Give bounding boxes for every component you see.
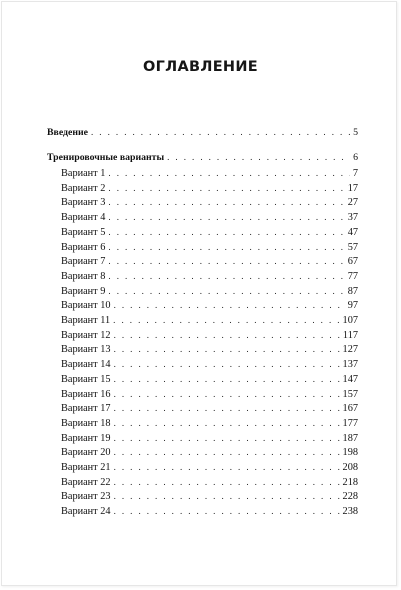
toc-entry-label: Вариант 22 [61, 476, 111, 488]
toc-entry-label: Введение [47, 127, 88, 138]
toc-entry-page: 77 [347, 270, 358, 282]
toc-entry-variant[interactable] [61, 195, 358, 209]
toc-entry-variant[interactable] [61, 269, 358, 283]
toc-entry-label: Вариант 8 [61, 270, 106, 282]
dot-leader [108, 181, 344, 195]
toc-entry-label: Вариант 17 [61, 403, 111, 415]
toc-entry-page: 5 [353, 127, 358, 138]
toc-entry-variant[interactable] [61, 328, 358, 342]
dot-leader [108, 254, 344, 268]
toc-entry-page: 238 [342, 506, 358, 518]
toc-entry-label: Вариант 15 [61, 373, 111, 385]
dot-leader [114, 431, 340, 445]
dot-leader [108, 166, 349, 180]
dot-leader [113, 313, 339, 327]
toc-entry-label: Вариант 18 [61, 417, 111, 429]
dot-leader [114, 460, 340, 474]
dot-leader [114, 342, 340, 356]
dot-leader [114, 328, 340, 342]
toc-entry-variant[interactable] [61, 181, 358, 195]
toc-entry-page: 157 [342, 388, 358, 400]
dot-leader [108, 210, 344, 224]
toc-entry-label: Вариант 12 [61, 329, 111, 341]
toc-entry-page: 147 [342, 373, 358, 385]
toc-entry-variant[interactable] [61, 284, 358, 298]
toc-entry-page: 6 [353, 152, 358, 163]
toc-entry-label: Вариант 13 [61, 344, 111, 356]
toc-entry-variant[interactable] [61, 387, 358, 401]
toc-entry-page: 57 [347, 241, 358, 253]
toc-entry-page: 137 [342, 359, 358, 371]
dot-leader [108, 284, 344, 298]
toc-entry-variant[interactable] [61, 166, 358, 180]
toc-entry-label: Вариант 9 [61, 285, 106, 297]
toc-entry-page: 107 [342, 315, 358, 326]
toc-entry-label: Вариант 5 [61, 226, 106, 238]
toc-entry-label: Вариант 23 [61, 491, 111, 503]
toc-entry-page: 228 [342, 491, 358, 503]
toc-entry-variant[interactable] [61, 225, 358, 239]
toc-entry-label: Вариант 2 [61, 182, 106, 194]
toc-entry-variant[interactable] [61, 313, 358, 327]
toc-entry-page: 177 [342, 417, 358, 429]
toc-entry-page: 7 [352, 168, 358, 179]
dot-leader [114, 504, 340, 518]
toc-entry-label: Вариант 11 [61, 315, 111, 326]
toc-entry-variant[interactable] [61, 298, 358, 312]
dot-leader [114, 357, 340, 371]
toc-entry-label: Вариант 10 [61, 300, 111, 312]
dot-leader [114, 489, 340, 503]
toc-entry-variant[interactable] [61, 254, 358, 268]
dot-leader [114, 401, 340, 415]
toc-entry-label: Тренировочные варианты [47, 152, 165, 163]
toc-entry-label: Вариант 20 [61, 447, 111, 459]
toc-entry-variant[interactable] [61, 357, 358, 371]
dot-leader [114, 475, 340, 489]
toc-entry-variant[interactable] [61, 401, 358, 415]
toc-entry-variant[interactable] [61, 240, 358, 254]
toc-entry-variant[interactable] [61, 342, 358, 356]
toc-entry-introduction[interactable] [47, 125, 358, 139]
toc-entry-page: 208 [342, 462, 358, 473]
dot-leader [91, 125, 350, 139]
dot-leader [114, 445, 340, 459]
toc-entry-variant[interactable] [61, 489, 358, 503]
toc-entry-label: Вариант 16 [61, 388, 111, 400]
toc-entry-variant[interactable] [61, 210, 358, 224]
toc-entry-variant[interactable] [61, 475, 358, 489]
toc-entry-variant[interactable] [61, 445, 358, 459]
toc-entry-label: Вариант 21 [61, 462, 111, 473]
toc-entry-label: Вариант 7 [61, 256, 106, 268]
toc-entry-label: Вариант 19 [61, 432, 111, 444]
toc-entry-page: 37 [347, 212, 358, 224]
toc-entry-page: 47 [347, 226, 358, 238]
dot-leader [108, 225, 344, 239]
toc-entry-page: 117 [342, 329, 358, 341]
toc-entry-label: Вариант 4 [61, 212, 106, 224]
dot-leader [114, 298, 345, 312]
toc-entry-page: 27 [347, 197, 358, 209]
toc-entry-page: 218 [342, 476, 358, 488]
toc-entry-variant[interactable] [61, 416, 358, 430]
dot-leader [108, 195, 344, 209]
toc-entry-label: Вариант 6 [61, 241, 106, 253]
toc-entry-variant[interactable] [61, 431, 358, 445]
toc-entry-training-variants[interactable] [47, 150, 358, 164]
dot-leader [108, 240, 344, 254]
toc-entry-label: Вариант 24 [61, 506, 111, 518]
dot-leader [114, 416, 340, 430]
page-title: ОГЛАВЛЕНИЕ [142, 59, 258, 75]
dot-leader [167, 150, 350, 164]
dot-leader [114, 387, 340, 401]
toc-entry-label: Вариант 14 [61, 359, 111, 371]
toc-entry-page: 187 [342, 432, 358, 444]
toc-entry-page: 198 [342, 447, 358, 459]
toc-entry-page: 67 [347, 256, 358, 268]
toc-entry-label: Вариант 1 [61, 168, 106, 179]
toc-entry-variant[interactable] [61, 460, 358, 474]
toc-entry-page: 17 [347, 182, 358, 194]
toc-entry-page: 127 [342, 344, 358, 356]
toc-entry-page: 87 [347, 285, 358, 297]
dot-leader [114, 372, 340, 386]
toc-entry-page: 167 [342, 403, 358, 415]
toc-entry-label: Вариант 3 [61, 197, 106, 209]
dot-leader [108, 269, 344, 283]
toc-entry-variant[interactable] [61, 504, 358, 518]
toc-entry-page: 97 [347, 300, 358, 312]
toc-entry-variant[interactable] [61, 372, 358, 386]
